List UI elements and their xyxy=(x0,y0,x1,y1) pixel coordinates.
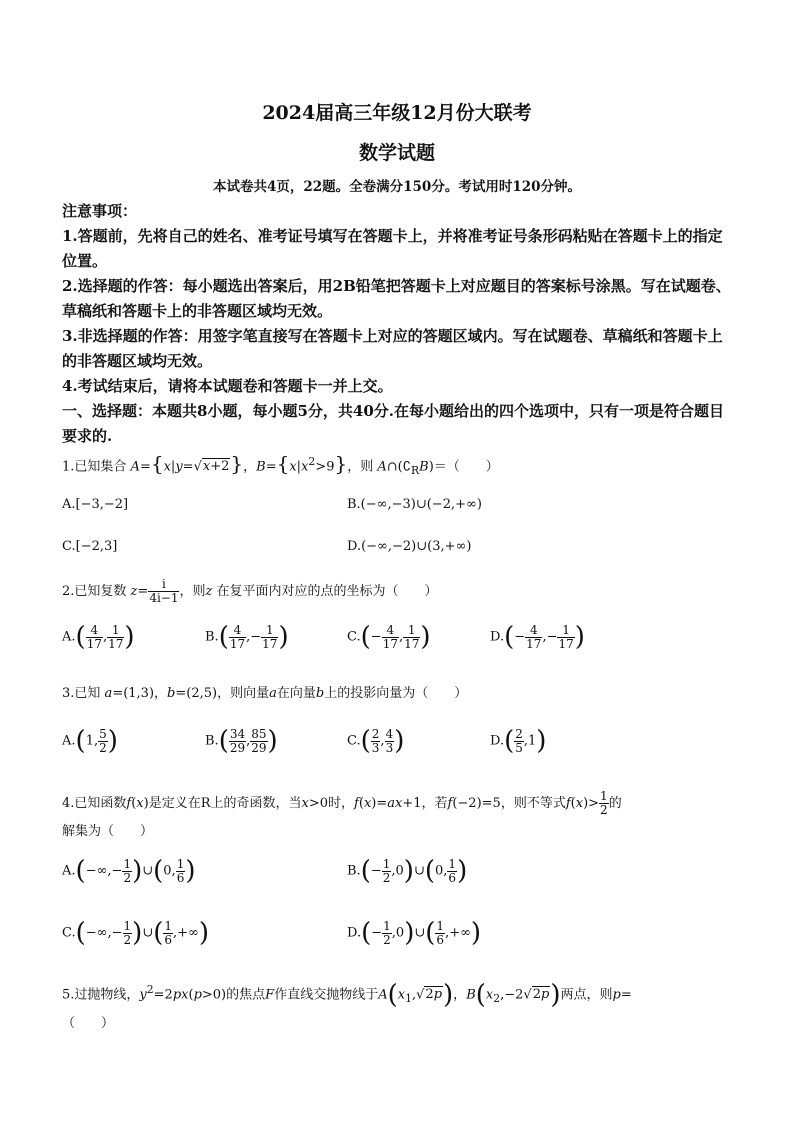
q3-option-b: B.( $\frac{34}{29}$ , $\frac{85}{29}$ ) xyxy=(205,726,278,756)
q2-option-a: A.( $\frac{4}{17}$ , $\frac{1}{17}$ ) xyxy=(62,622,135,652)
note-item: 3.非选择题的作答：用签字笔直接写在答题卡上对应的答题区域内。写在试题卷、草稿纸和答题卡上的非答题区域均无效。 xyxy=(62,327,723,370)
notes-block xyxy=(62,199,734,449)
question-4-stem-cont: 解集为（ ） xyxy=(62,824,154,839)
exam-info: 本试卷共4页，22题。全卷满分150分。考试用时120分钟。 xyxy=(212,179,582,195)
q4-option-d: D.(− $\frac{1}{2}$ ,0)∪( $\frac{1}{6}$ ,+∞) xyxy=(347,918,482,948)
question-2-stem: 2.已知复数 z= $\frac{i}{4i-1}$ ，则z 在复平面内对应的点的坐标为（ ） xyxy=(62,577,438,605)
question-3-stem: 3.已知 a=(1,3)，b=(2,5)，则向量a在向量b上的投影向量为（ ） xyxy=(62,686,468,701)
section-heading: 一、选择题：本题共8小题，每小题5分，共40分.在每小题给出的四个选项中，只有一项是符合题目要求的. xyxy=(62,402,724,445)
q2-option-b: B.( $\frac{4}{17}$ ,− $\frac{1}{17}$ ) xyxy=(205,622,289,652)
q3-option-a: A.(1, $\frac{5}{2}$ ) xyxy=(62,726,118,756)
note-item: 1.答题前，先将自己的姓名、准考证号填写在答题卡上，并将准考证号条形码粘贴在答题卡上的指定位置。 xyxy=(62,227,723,270)
exam-title: 2024届高三年级12月份大联考 xyxy=(262,102,532,124)
note-item: 2.选择题的作答：每小题选出答案后，用2B铅笔把答题卡上对应题目的答案标号涂黑。写在试题卷、草稿纸和答题卡上的非答题区域均无效。 xyxy=(62,277,731,320)
q1-option-a: A.[−3,−2] xyxy=(62,497,129,512)
q3-option-c: C.( $\frac{2}{3}$ , $\frac{4}{3}$ ) xyxy=(347,726,405,756)
question-5-stem: 5.过抛物线，$y^2=2px(p>0)$的焦点F作直线交抛物线于$A(x_1,√2p)$，$B(x_2,-2√2p)$两点，则p= xyxy=(62,979,632,1010)
q1-option-d: D.(−∞,−2)∪(3,+∞) xyxy=(347,539,472,554)
note-item: 4.考试结束后，请将本试题卷和答题卡一并上交。 xyxy=(62,377,393,395)
q4-option-b: B.(− $\frac{1}{2}$ ,0)∪(0, $\frac{1}{6}$ ) xyxy=(347,856,468,886)
q4-option-c: C.(−∞,− $\frac{1}{2}$ )∪( $\frac{1}{6}$ ,+∞) xyxy=(62,918,210,948)
q1-option-c: C.[−2,3] xyxy=(62,539,118,554)
exam-subject: 数学试题 xyxy=(358,142,435,164)
question-4-stem: 4.已知函数f(x)是定义在R上的奇函数，当x>0时，f(x)=ax+1，若f(−2)=5，则不等式f(x)> $\frac{1}{2}$ 的 xyxy=(62,789,622,817)
q2-option-d: D.(− $\frac{4}{17}$ ,− $\frac{1}{17}$ ) xyxy=(490,622,585,652)
q4-option-a: A.(−∞,− $\frac{1}{2}$ )∪(0, $\frac{1}{6}$ ) xyxy=(62,856,196,886)
question-5-stem-cont: （ ） xyxy=(62,1016,115,1031)
q1-option-b: B.(−∞,−3)∪(−2,+∞) xyxy=(347,497,482,512)
notes-heading: 注意事项： xyxy=(62,202,138,220)
question-1-stem: 1.已知集合 A={x|y=√x+2}，$B=\{x|x^2>9\}$，则 $A\cap(∁_RB)=$（ ） xyxy=(62,451,499,477)
q2-option-c: C.(− $\frac{4}{17}$ , $\frac{1}{17}$ ) xyxy=(347,622,431,652)
q3-option-d: D.( $\frac{2}{5}$ ,1) xyxy=(490,726,547,756)
